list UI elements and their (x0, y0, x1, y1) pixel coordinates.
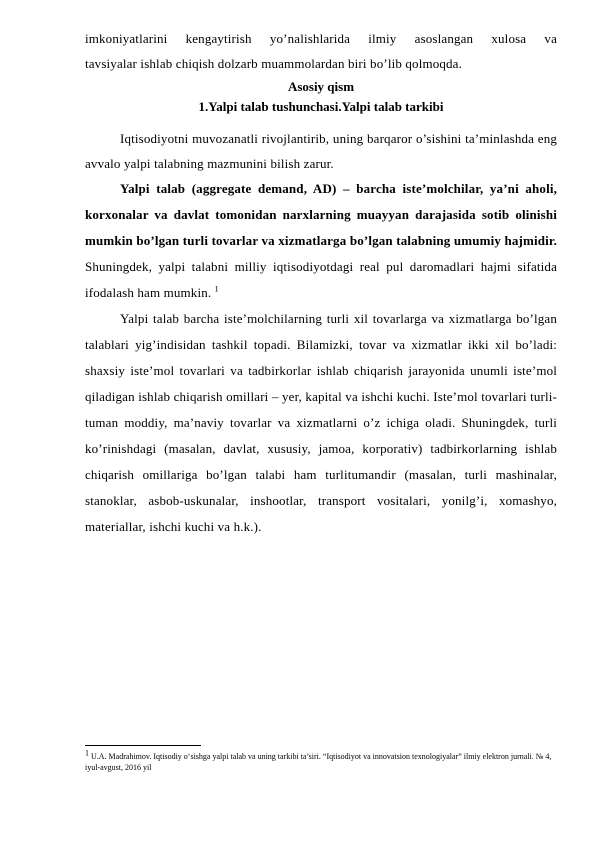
paragraph-2 (85, 176, 557, 306)
paragraph-1: Iqtisodiyotni muvozanatli rivojlantirib, uning barqaror o’sishini ta’minlashda eng avvalo yalpi talabning mazmunini bilish zarur. (85, 131, 557, 171)
paragraph-3: Yalpi talab barcha iste’molchilarning turli xil tovarlarga va xizmatlarga bo’lgan talablari yig’indisidan tashkil topadi. Bilamizki, tovar va xizmatlar ikki xil bo’ladi: shaxsiy iste’mol tovarlari va tadbirkorlar ishlab chiqarish jarayonida unumli iste’mol qiladigan ishlab chiqarish omillari – yer, kapital va ishchi kuchi. Iste’mol tovarlari turli-tuman moddiy, ma’naviy tovarlar va xizmatlarni o’z ichiga oladi. Shuningdek, turli ko’rinishdagi (masalan, davlat, xususiy, jamoa, korporativ) tadbirkorlarning ishlab chiqarish omillariga bo’lgan talabi ham turlitumandir (masalan, turli mashinalar, stanoklar, asbob-uskunalar, inshootlar, transport vositalari, yonilg’i, xomashyo, materiallar, ishchi kuchi va h.k.). (85, 311, 557, 534)
footnote-ref[interactable]: 1 (214, 284, 219, 294)
paragraph-2-rest: Shuningdek, yalpi talabni milliy iqtisodiyotdagi real pul daromadlari hajmi sifatida ifodalash ham mumkin. (85, 259, 557, 300)
footnote (85, 748, 557, 773)
intro-line-2: tavsiyalar ishlab chiqish dolzarb muammolardan biri bo’lib qolmoqda. (85, 56, 463, 71)
intro-line-1: imkoniyatlarini kengaytirish yo’nalishlarida ilmiy asoslangan xulosa va (85, 31, 557, 46)
footnote-number: 1 (85, 748, 89, 758)
footnote-text: U.A. Madrahimov. Iqtisodiy o‘sishga yalpi talab va uning tarkibi ta’siri. “Iqtisodiyot va innovatsion texnologiyalar” ilmiy elektron jurnali. № 4, iyul-avgust, 2016 yil (85, 752, 552, 772)
subsection-title: 1.Yalpi talab tushunchasi.Yalpi talab tarkibi (198, 99, 444, 114)
definition-bold: Yalpi talab (aggregate demand, AD) – barcha iste’molchilar, ya’ni aholi, korxonalar va davlat tomonidan narxlarning muayyan darajasida sotib olinishi mumkin bo’lgan turli tovarlar va xizmatlarga bo’lgan talabning umumiy hajmidir. (85, 181, 557, 248)
section-title: Asosiy qism (287, 79, 355, 94)
footnote-divider (85, 745, 201, 746)
document-page (85, 0, 557, 540)
